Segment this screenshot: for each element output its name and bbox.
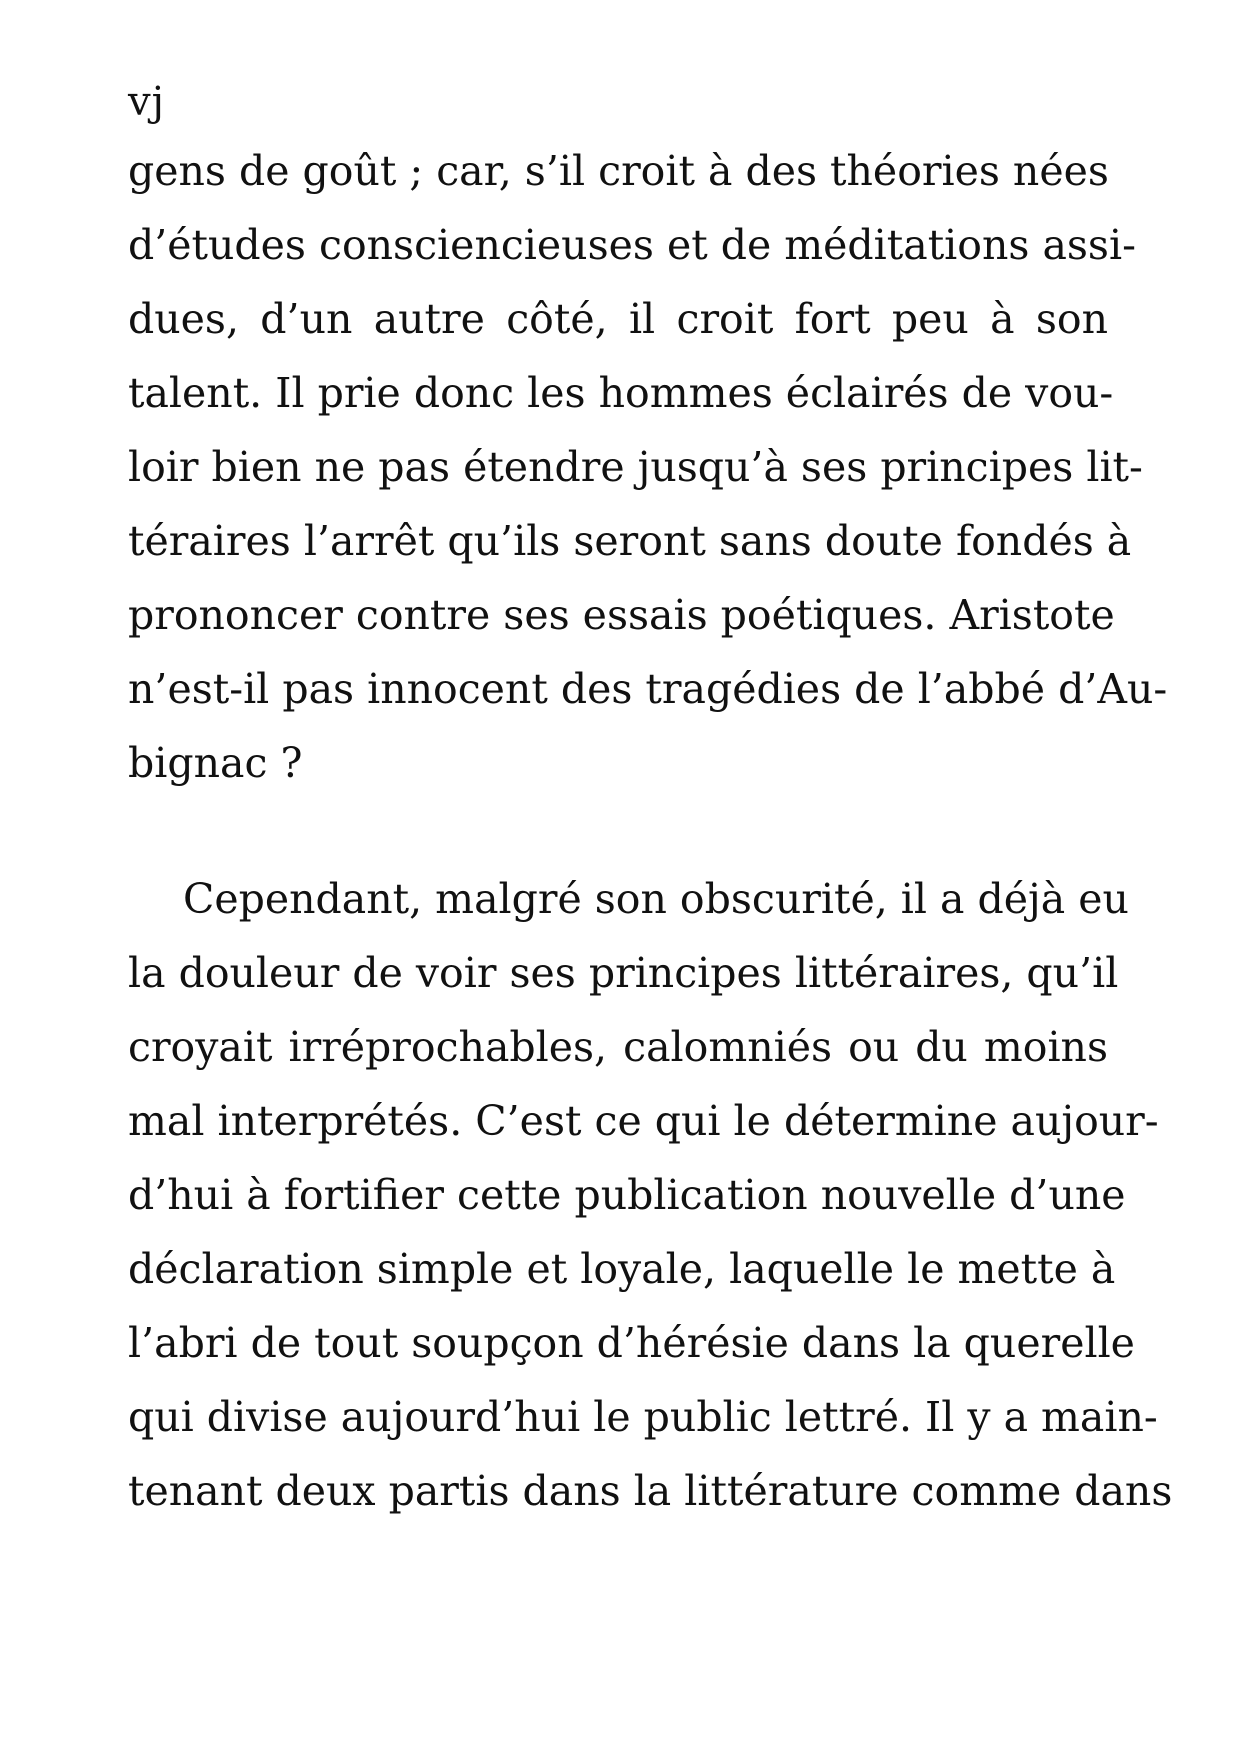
text-line: n’est-il pas innocent des tragédies de l’abbé d’Au-	[128, 665, 1168, 713]
text-line: mal interprétés. C’est ce qui le détermine aujour-	[128, 1097, 1159, 1145]
text-line: gens de goût ; car, s’il croit à des théories nées	[128, 147, 1109, 195]
text-line: l’abri de tout soupçon d’hérésie dans la querelle	[128, 1319, 1135, 1367]
text-line: la douleur de voir ses principes littéraires, qu’il	[128, 949, 1119, 997]
text-line: Cependant, malgré son obscurité, il a déjà eu	[183, 875, 1129, 923]
text-line: tenant deux partis dans la littérature comme dans	[128, 1467, 1173, 1515]
text-line: loir bien ne pas étendre jusqu’à ses principes lit-	[128, 443, 1143, 491]
text-line: dues, d’un autre côté, il croit fort peu à son	[128, 295, 1108, 343]
page-number: vj	[128, 79, 165, 125]
text-line: bignac ?	[128, 739, 303, 787]
text-line: téraires l’arrêt qu’ils seront sans doute fondés à	[128, 517, 1132, 565]
text-line: croyait irréprochables, calomniés ou du moins	[128, 1023, 1108, 1071]
text-line: prononcer contre ses essais poétiques. Aristote	[128, 591, 1115, 639]
text-line: qui divise aujourd’hui le public lettré. Il y a main-	[128, 1393, 1158, 1441]
text-line: déclaration simple et loyale, laquelle le mette à	[128, 1245, 1116, 1293]
text-line: talent. Il prie donc les hommes éclairés de vou-	[128, 369, 1114, 417]
text-line: d’hui à fortifier cette publication nouvelle d’une	[128, 1171, 1126, 1219]
text-line: d’études consciencieuses et de méditations assi-	[128, 221, 1136, 269]
